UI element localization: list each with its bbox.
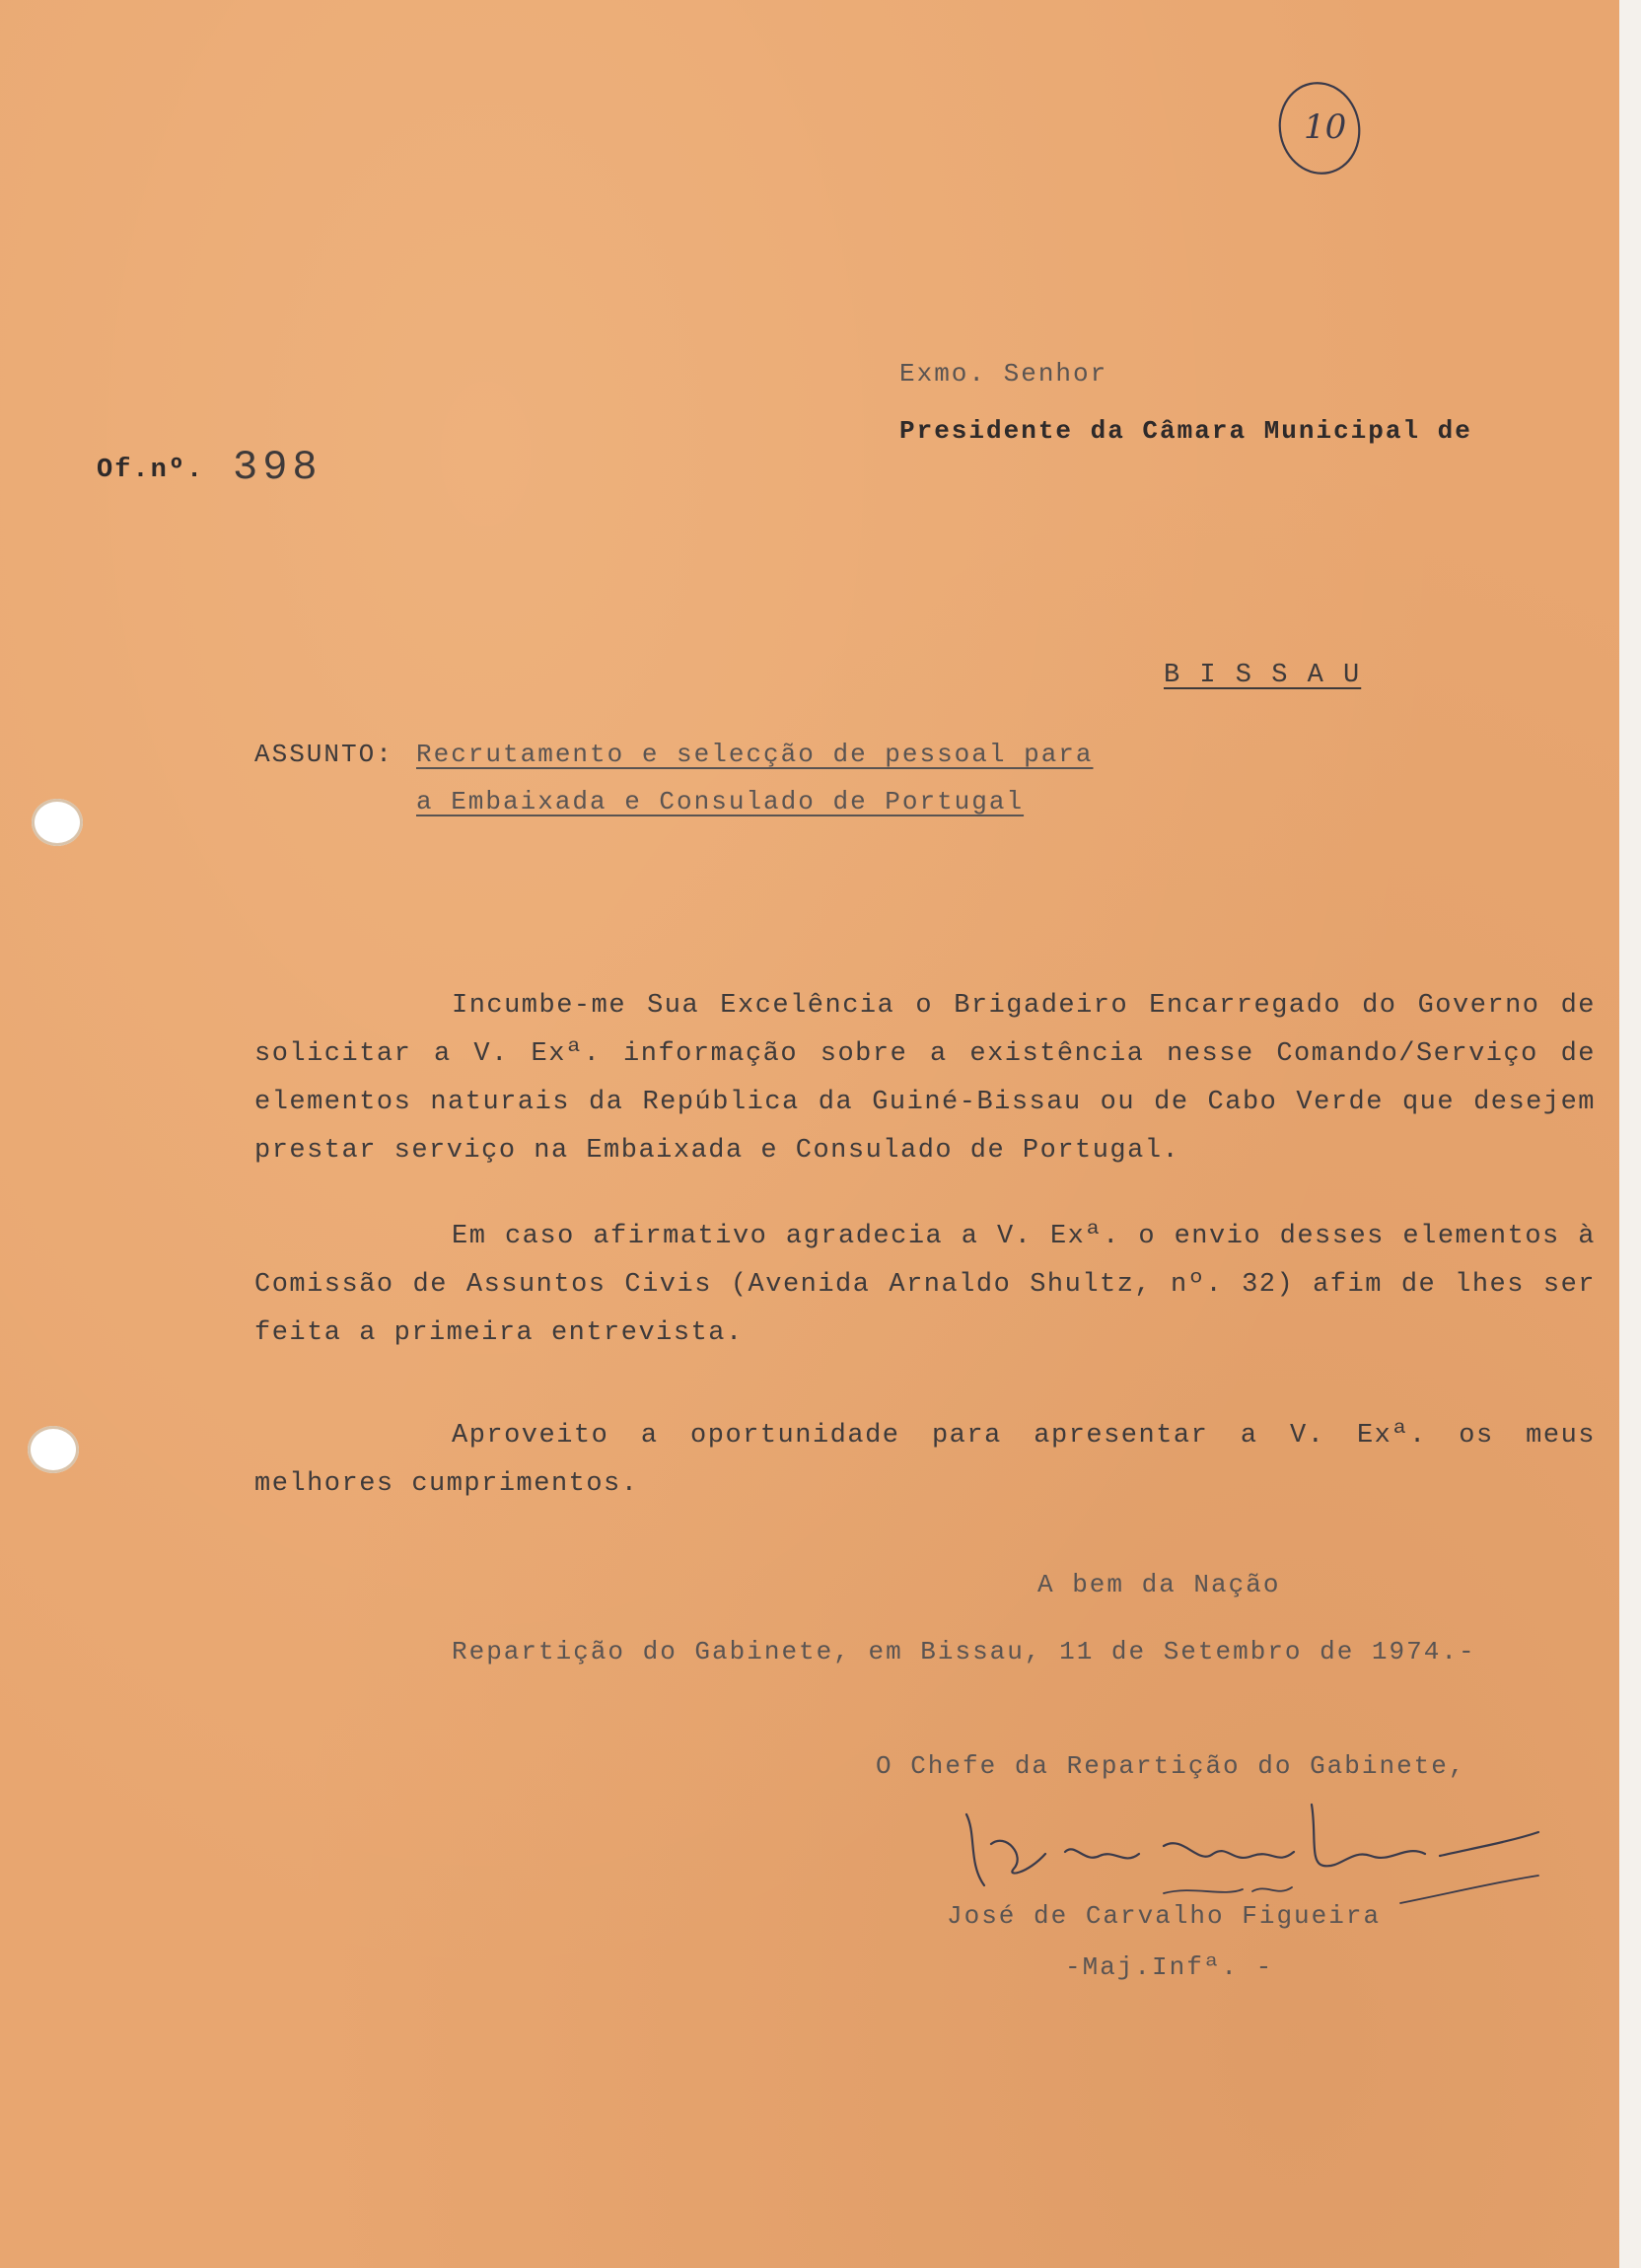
subject-line-2: a Embaixada e Consulado de Portugal	[416, 787, 1025, 816]
subject-label: ASSUNTO:	[254, 740, 393, 769]
recipient-salutation: Exmo. Senhor	[899, 359, 1108, 389]
punch-hole-top	[32, 799, 83, 846]
handwritten-signature	[937, 1795, 1548, 1913]
signatory-rank: -Maj.Infª. -	[1065, 1952, 1274, 1982]
recipient-title: Presidente da Câmara Municipal de	[899, 416, 1472, 446]
body-paragraph-1: Incumbe-me Sua Excelência o Brigadeiro Encarregado do Governo de solicitar a V. Exª. informação sobre a existência nesse Comando/Serviço de elementos naturais da República da Guiné-Bissau ou de Cabo Verde que desejem prestar serviço na Embaixada e Consulado de Portugal.	[254, 991, 1596, 1166]
recipient-city: B I S S A U	[1164, 661, 1362, 690]
body-paragraph-3: Aproveito a oportunidade para apresentar a V. Exª. os meus melhores cumprimentos.	[254, 1421, 1596, 1499]
punch-hole-bottom	[28, 1426, 79, 1473]
closing-motto: A bem da Nação	[1037, 1570, 1281, 1599]
reference-label: Of.nº.	[97, 456, 205, 485]
scan-edge	[1619, 0, 1641, 2268]
subject-line-1: Recrutamento e selecção de pessoal para	[416, 740, 1094, 769]
signatory-role: O Chefe da Repartição do Gabinete,	[876, 1751, 1466, 1781]
body-paragraph-2: Em caso afirmativo agradecia a V. Exª. o envio desses elementos à Comissão de Assuntos Civis (Avenida Arnaldo Shultz, nº. 32) afim de lhes ser feita a primeira entrevista.	[254, 1222, 1596, 1348]
signatory-name: José de Carvalho Figueira	[947, 1901, 1382, 1931]
closing-place-date: Repartição do Gabinete, em Bissau, 11 de Setembro de 1974.-	[452, 1637, 1476, 1666]
page-number: 10	[1304, 107, 1347, 147]
reference-number: 398	[233, 444, 322, 491]
page-number-circle	[1274, 73, 1365, 179]
